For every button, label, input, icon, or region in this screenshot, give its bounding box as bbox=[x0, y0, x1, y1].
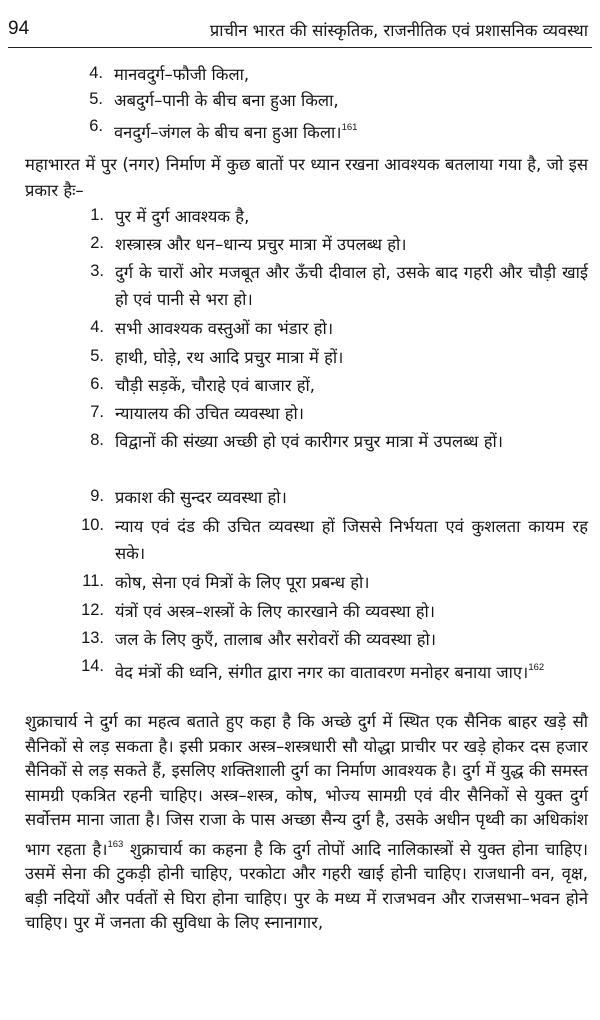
footnote-ref: 162 bbox=[528, 662, 545, 673]
list-item-number: 7. bbox=[90, 403, 104, 421]
list-item-body: यंत्रों एवं अस्त्र–शस्त्रों के लिए कारखाने की व्यवस्था हो। bbox=[115, 602, 436, 621]
list-item-text bbox=[115, 598, 588, 625]
list-item-number: 12. bbox=[81, 601, 104, 619]
list-item-body: प्रकाश की सुन्दर व्यवस्था हो। bbox=[115, 488, 287, 507]
list-item-number: 3. bbox=[90, 262, 104, 280]
list-item-number: 6. bbox=[89, 117, 103, 135]
list-item-text bbox=[115, 400, 588, 427]
list-item-text bbox=[114, 87, 584, 114]
list-item-text bbox=[114, 61, 584, 88]
list-item-text bbox=[115, 484, 588, 511]
list-item-body: सभी आवश्यक वस्तुओं का भंडार हो। bbox=[115, 319, 334, 338]
list-item-number: 5. bbox=[90, 347, 104, 365]
list-item-number: 10. bbox=[81, 516, 104, 534]
list-item-text bbox=[115, 513, 588, 567]
list-item-body: अबदुर्ग–पानी के बीच बना हुआ किला, bbox=[114, 91, 339, 110]
list-item-body: जल के लिए कुएँ, तालाब और सरोवरों की व्यवस्था हो। bbox=[115, 630, 437, 649]
list-item-body: वेद मंत्रों की ध्वनि, संगीत द्वारा नगर का वातावरण मनोहर बनाया जाए। bbox=[115, 663, 529, 682]
list-item-body: पुर में दुर्ग आवश्यक है, bbox=[115, 207, 250, 226]
list-item-text bbox=[115, 203, 588, 230]
list-item-number: 5. bbox=[89, 90, 103, 108]
list-item-body: विद्वानों की संख्या अच्छी हो एवं कारीगर प्रचुर मात्रा में उपलब्ध हों। bbox=[115, 432, 504, 451]
paragraph-text-after: शुक्राचार्य का कहना है कि दुर्ग तोपों आदि नालिकास्त्रों से युक्त होना चाहिए। उसमें सेना की टुकड़ी होनी चाहिए, परकोटा और गहरी खाई होनी चाहिए। राजधानी वन, वृक्ष, बड़ी नदियों और पर्वतों से घिरा होना चाहिए। पुर के मध्य में राजभवन और राजसभा–भवन होने चाहिए। पुर में जनता की सुविधा के लिए स्नानागार, bbox=[25, 839, 588, 932]
list-item-number: 6. bbox=[90, 375, 104, 393]
list-item-body: हाथी, घोड़े, रथ आदि प्रचुर मात्रा में हों। bbox=[115, 348, 344, 367]
footnote-ref-163: 163 bbox=[107, 838, 124, 850]
list-item-text bbox=[115, 259, 588, 313]
list-item-text bbox=[115, 626, 588, 653]
list-item-body: न्याय एवं दंड की उचित व्यवस्था हों जिससे निर्भयता एवं कुशलता कायम रह सके। bbox=[115, 517, 588, 563]
list-item-text bbox=[115, 569, 588, 596]
list-item-number: 14. bbox=[81, 657, 104, 675]
list-item-number: 13. bbox=[81, 629, 104, 647]
list-item-number: 4. bbox=[89, 64, 103, 82]
list-item-number: 11. bbox=[82, 572, 104, 590]
list-item-body: वनदुर्ग–जंगल के बीच बना हुआ किला। bbox=[114, 123, 342, 142]
list-item-body: चौड़ी सड़कें, चौराहे एवं बाजार हों, bbox=[115, 376, 316, 395]
list-item-text bbox=[115, 654, 588, 686]
paragraph-shukracharya bbox=[25, 710, 588, 936]
paragraph-text-before: शुक्राचार्य ने दुर्ग का महत्व बताते हुए कहा है कि अच्छे दुर्ग में स्थित एक सैनिक बाहर खड़े सौ सैनिकों से लड़ सकता है। इसी प्रकार अस्त्र–शस्त्रधारी सौ योद्धा प्राचीर पर खड़े होकर दस हजार सैनिकों से लड़ सकते हैं, इसलिए शक्तिशाली दुर्ग का निर्माण आवश्यक है। दुर्ग में युद्ध की समस्त सामग्री एकत्रित रहनी चाहिए। अस्त्र–शस्त्र, कोष, भोज्य सामग्री एवं वीर सैनिकों से युक्त दुर्ग सर्वोत्तम माना जाता है। जिस राजा के पास अच्छा सैन्य दुर्ग है, उसके अधीन पृथ्वी का अधिकांश भाग रहता है। bbox=[25, 712, 588, 859]
list-item-body: कोष, सेना एवं मित्रों के लिए पूरा प्रबन्ध हो। bbox=[115, 573, 370, 592]
list-item-number: 9. bbox=[90, 487, 104, 505]
list-item-number: 2. bbox=[90, 234, 104, 252]
page-number: 94 bbox=[8, 18, 30, 39]
list-item-text bbox=[115, 231, 588, 258]
list-item-text bbox=[115, 344, 588, 371]
list-item-text bbox=[115, 315, 588, 342]
list-item-body: मानवदुर्ग–फौजी किला, bbox=[114, 65, 250, 84]
header-rule bbox=[8, 47, 592, 48]
list-item-text bbox=[114, 114, 584, 146]
list-item-text bbox=[115, 428, 588, 455]
list-item-number: 4. bbox=[90, 318, 104, 336]
list-item-body: शस्त्रास्त्र और धन–धान्य प्रचुर मात्रा में उपलब्ध हो। bbox=[115, 235, 407, 254]
list-item-number: 1. bbox=[90, 206, 104, 224]
running-title: प्राचीन भारत की सांस्कृतिक, राजनीतिक एवं प्रशासनिक व्यवस्था bbox=[209, 21, 588, 40]
running-header bbox=[8, 6, 592, 46]
list-item-text bbox=[115, 372, 588, 399]
list-item-body: न्यायालय की उचित व्यवस्था हो। bbox=[115, 404, 305, 423]
list-item-body: दुर्ग के चारों ओर मजबूत और ऊँची दीवाल हो, उसके बाद गहरी और चौड़ी खाई हो एवं पानी से भरा हो। bbox=[115, 263, 588, 309]
list-item-number: 8. bbox=[90, 431, 104, 449]
paragraph-mahabharata: महाभारत में पुर (नगर) निर्माण में कुछ बातों पर ध्यान रखना आवश्यक बतलाया गया है, जो इस प्रकार हैः– bbox=[25, 155, 588, 200]
footnote-ref: 161 bbox=[341, 122, 358, 133]
